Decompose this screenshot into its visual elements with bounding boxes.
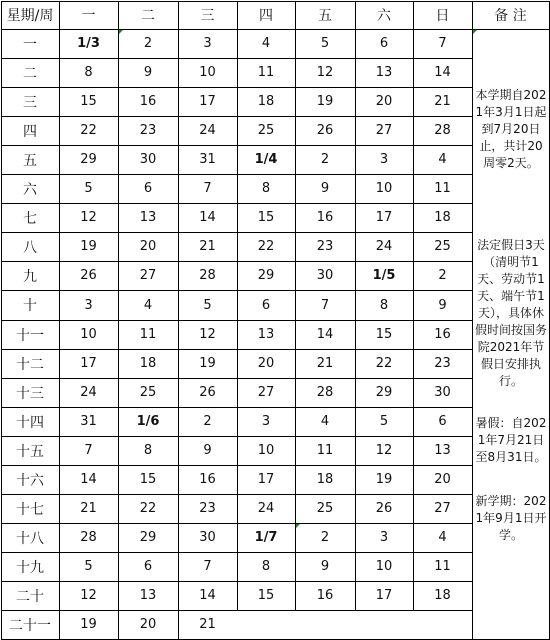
- day-cell: 4: [438, 152, 447, 167]
- day-cell: 24: [375, 239, 393, 254]
- day-cell: 3: [84, 297, 93, 313]
- day-cell: 15: [257, 210, 275, 225]
- week-number: 十五: [16, 443, 44, 460]
- day-cell: 2: [143, 36, 153, 51]
- day-cell: 1/5: [372, 268, 396, 283]
- day-cell: 24: [80, 385, 97, 400]
- grid-col-line: [237, 1, 238, 611]
- week-number: 二十: [16, 588, 44, 605]
- day-cell: 18: [434, 588, 451, 603]
- day-cell: 26: [199, 385, 216, 400]
- day-cell: 30: [316, 268, 334, 283]
- day-cell: 20: [139, 239, 157, 254]
- day-cell: 7: [320, 297, 330, 313]
- week-number: 二: [23, 65, 37, 82]
- day-cell: 7: [203, 559, 212, 574]
- day-cell: 20: [139, 617, 157, 632]
- week-number: 八: [23, 239, 37, 256]
- day-cell: 5: [203, 297, 212, 313]
- day-cell: 11: [434, 181, 451, 196]
- day-cell: 26: [80, 268, 97, 283]
- day-cell: 14: [199, 588, 216, 603]
- day-cell: 20: [434, 472, 451, 487]
- weekday-header-4: 四: [259, 8, 273, 24]
- remarks-semester-note: 本学期自2021年3月1日起到7月20日止，共计20周零2天。: [475, 88, 547, 170]
- day-cell: 27: [375, 123, 393, 138]
- day-cell: 12: [316, 65, 334, 80]
- day-cell: 23: [139, 123, 157, 138]
- day-cell: 10: [257, 443, 275, 458]
- day-cell: [413, 610, 472, 639]
- day-cell: 6: [143, 559, 153, 574]
- day-cell: 2: [203, 414, 212, 429]
- day-cell: 22: [139, 501, 157, 516]
- day-cell: 22: [375, 356, 393, 371]
- day-cell: 1/3: [77, 36, 100, 51]
- day-cell: 9: [320, 559, 330, 574]
- day-cell: 26: [316, 123, 334, 138]
- day-cell: 12: [80, 210, 97, 225]
- weekday-header-2: 二: [141, 8, 155, 24]
- day-cell: 18: [316, 472, 334, 487]
- day-cell: 24: [257, 501, 275, 516]
- day-cell: 17: [375, 210, 393, 225]
- day-cell: 30: [199, 530, 216, 545]
- grid-col-line: [472, 1, 473, 640]
- day-cell: 4: [438, 530, 447, 545]
- day-cell: 28: [80, 530, 97, 545]
- day-cell: 31: [199, 152, 216, 167]
- day-cell: 13: [139, 210, 157, 225]
- day-cell: 1/6: [136, 414, 160, 429]
- weekday-header-6: 六: [377, 8, 391, 24]
- day-cell: 25: [257, 123, 275, 138]
- week-number: 十九: [16, 559, 44, 576]
- day-cell: 16: [316, 588, 334, 603]
- day-cell: 21: [434, 94, 451, 109]
- day-cell: 25: [139, 385, 157, 400]
- day-cell: 27: [257, 385, 275, 400]
- day-cell: 8: [84, 65, 93, 80]
- day-cell: 7: [203, 181, 212, 196]
- day-cell: 13: [434, 443, 451, 458]
- day-cell: 28: [316, 385, 334, 400]
- day-cell: 20: [375, 94, 393, 109]
- day-cell: 22: [80, 123, 97, 138]
- day-cell: 3: [379, 530, 389, 545]
- day-cell: 10: [375, 559, 393, 574]
- week-number: 六: [23, 181, 37, 198]
- day-cell: 13: [257, 327, 275, 342]
- day-cell: 19: [80, 239, 97, 254]
- day-cell: 29: [257, 268, 275, 283]
- week-number: 十二: [16, 356, 44, 373]
- day-cell: 11: [316, 443, 334, 458]
- day-cell: 6: [261, 297, 271, 313]
- day-cell: 31: [80, 414, 97, 429]
- cell-comment-marker: [473, 30, 477, 34]
- day-cell: 2: [320, 530, 330, 545]
- day-cell: 1/4: [254, 152, 278, 167]
- day-cell: 13: [139, 588, 157, 603]
- day-cell: 6: [379, 36, 389, 51]
- day-cell: 2: [438, 268, 447, 283]
- day-cell: 4: [143, 297, 153, 313]
- day-cell: 19: [316, 94, 334, 109]
- day-cell: 16: [199, 472, 216, 487]
- day-cell: 7: [438, 36, 447, 51]
- week-number: 一: [23, 36, 37, 53]
- day-cell: 11: [434, 559, 451, 574]
- day-cell: 22: [257, 239, 275, 254]
- day-cell: [237, 610, 295, 639]
- day-cell: 27: [434, 501, 451, 516]
- day-cell: 18: [139, 356, 157, 371]
- day-cell: 29: [139, 530, 157, 545]
- day-cell: 10: [199, 65, 216, 80]
- week-column-header: 星期/周: [6, 8, 54, 24]
- day-cell: 10: [80, 327, 97, 342]
- day-cell: 21: [80, 501, 97, 516]
- week-number: 三: [23, 94, 37, 111]
- week-number: 十六: [16, 472, 44, 489]
- grid-col-line: [1, 1, 2, 640]
- week-number: 二十一: [9, 617, 51, 634]
- day-cell: 9: [203, 443, 212, 458]
- day-cell: [295, 610, 355, 639]
- day-cell: 9: [320, 181, 330, 196]
- day-cell: 11: [139, 327, 157, 342]
- day-cell: 19: [80, 617, 97, 632]
- remarks-holidays-note: 法定假日3天（清明节1天、劳动节1天、端午节1天），具体休假时间按国务院2021年节假日安排执行。: [474, 238, 547, 388]
- cell-comment-marker: [296, 524, 300, 528]
- week-number: 十七: [16, 501, 44, 518]
- week-number: 九: [23, 268, 37, 285]
- day-cell: 28: [199, 268, 216, 283]
- day-cell: 7: [84, 443, 93, 458]
- day-cell: 18: [257, 94, 275, 109]
- day-cell: 30: [434, 385, 451, 400]
- day-cell: 13: [375, 65, 393, 80]
- day-cell: 14: [80, 472, 97, 487]
- day-cell: 27: [139, 268, 157, 283]
- day-cell: 21: [199, 617, 216, 632]
- day-cell: 20: [257, 356, 275, 371]
- day-cell: 14: [199, 210, 216, 225]
- week-number: 十三: [16, 385, 44, 402]
- remarks-new-term-note: 新学期：2021年9月1日开学。: [475, 494, 547, 542]
- day-cell: 18: [434, 210, 451, 225]
- day-cell: 8: [261, 559, 271, 574]
- day-cell: 19: [375, 472, 393, 487]
- cell-comment-marker: [119, 30, 123, 34]
- day-cell: 5: [84, 181, 93, 196]
- day-cell: 26: [375, 501, 393, 516]
- day-cell: 23: [434, 356, 451, 371]
- day-cell: 15: [80, 94, 97, 109]
- day-cell: 23: [199, 501, 216, 516]
- grid-col-line: [178, 1, 179, 640]
- week-number: 七: [23, 210, 37, 227]
- day-cell: 29: [80, 152, 97, 167]
- grid-col-line: [59, 1, 60, 640]
- day-cell: 4: [320, 414, 330, 429]
- remarks-summer-vacation-note: 暑假：自2021年7月21日至8月31日。: [475, 416, 547, 464]
- day-cell: 17: [257, 472, 275, 487]
- day-cell: 17: [199, 94, 216, 109]
- day-cell: 6: [438, 414, 447, 429]
- day-cell: 30: [139, 152, 157, 167]
- day-cell: 1/7: [254, 530, 278, 545]
- day-cell: 5: [379, 414, 389, 429]
- day-cell: 17: [375, 588, 393, 603]
- day-cell: 14: [316, 327, 334, 342]
- day-cell: 23: [316, 239, 334, 254]
- day-cell: 2: [320, 152, 330, 167]
- day-cell: 21: [199, 239, 216, 254]
- week-number: 五: [23, 152, 37, 169]
- day-cell: 16: [139, 94, 157, 109]
- remarks-header: 备 注: [494, 8, 527, 24]
- day-cell: 10: [375, 181, 393, 196]
- day-cell: 3: [379, 152, 389, 167]
- day-cell: 8: [143, 443, 153, 458]
- day-cell: 5: [84, 559, 93, 574]
- day-cell: 9: [143, 65, 153, 80]
- day-cell: 16: [434, 327, 451, 342]
- grid-col-line: [413, 1, 414, 611]
- grid-col-line: [355, 1, 356, 611]
- day-cell: [355, 610, 413, 639]
- day-cell: 5: [320, 36, 330, 51]
- weekday-header-3: 三: [200, 8, 215, 24]
- week-number: 四: [23, 123, 37, 140]
- day-cell: 21: [316, 356, 334, 371]
- day-cell: 15: [257, 588, 275, 603]
- day-cell: 28: [434, 123, 451, 138]
- day-cell: 16: [316, 210, 334, 225]
- day-cell: 19: [199, 356, 216, 371]
- grid-col-line: [118, 1, 119, 640]
- week-number: 十: [23, 298, 37, 314]
- week-number: 十四: [16, 414, 44, 431]
- day-cell: 24: [199, 123, 216, 138]
- grid-row-line: [1, 1, 550, 2]
- grid-row-line: [1, 29, 550, 30]
- week-number: 十一: [16, 327, 44, 344]
- day-cell: 11: [257, 65, 275, 80]
- day-cell: 15: [139, 472, 157, 487]
- weekday-header-7: 日: [435, 8, 450, 24]
- day-cell: 3: [261, 414, 271, 429]
- day-cell: 25: [434, 239, 451, 254]
- weekday-header-1: 一: [81, 8, 96, 24]
- day-cell: 17: [80, 356, 97, 371]
- day-cell: 14: [434, 65, 451, 80]
- weekday-header-5: 五: [318, 8, 332, 24]
- day-cell: 12: [199, 327, 216, 342]
- day-cell: 29: [375, 385, 393, 400]
- day-cell: 6: [143, 181, 153, 196]
- day-cell: 25: [316, 501, 334, 516]
- day-cell: 9: [438, 297, 447, 313]
- day-cell: 3: [203, 36, 212, 51]
- day-cell: 12: [375, 443, 393, 458]
- day-cell: 12: [80, 588, 97, 603]
- grid-col-line: [295, 1, 296, 611]
- day-cell: 4: [261, 36, 271, 51]
- week-number: 十八: [16, 530, 44, 547]
- day-cell: 15: [375, 327, 393, 342]
- day-cell: 8: [261, 181, 271, 196]
- day-cell: 8: [379, 297, 389, 313]
